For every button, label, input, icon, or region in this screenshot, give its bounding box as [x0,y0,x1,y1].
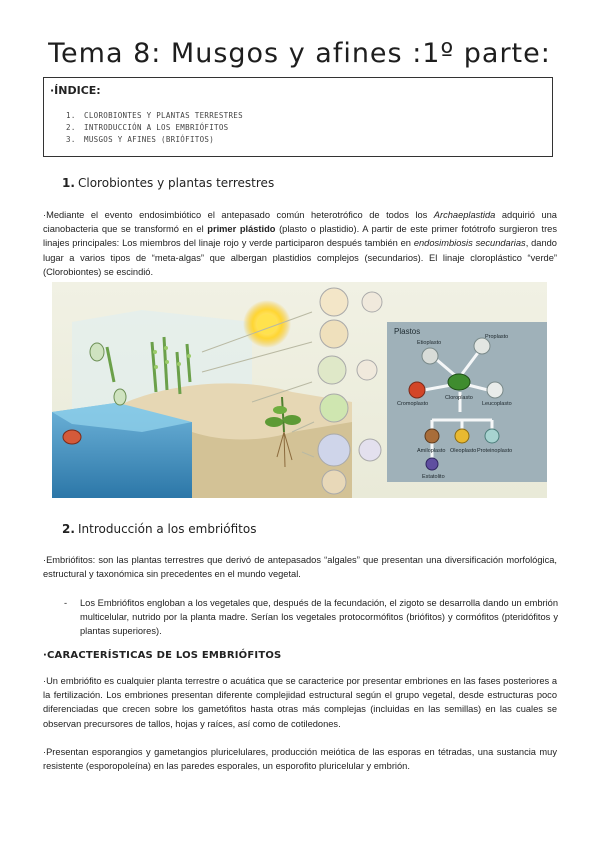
index-item: 2. INTRODUCCIÓN A LOS EMBRIÓFITOS [66,123,229,132]
panel-title: Plastos [394,327,421,336]
section-2-paragraph-2: ·Un embriófito es cualquier planta terrestre o acuática que se caracterice por presentar embriones en las fases posteriores a la fertilización. Los embriones presentan diferente complejidad estructural según el grupo vegetal, desde estructuras poco diferenciadas que crecen sobre los gametófitos hasta otras más complejas (incluidas en las semillas) en las cuales se observan precursores de tallos, hojas y raíces, así como de cotiledones. [43,676,557,729]
label-proteinoplasto: Proteinoplasto [477,448,513,454]
plastid-evolution-figure [52,282,547,498]
section-2-paragraph-1: ·Embriófitos: son las plantas terrestres que derivó de antepasados “algales” que presentan una diversificación morfológica, estructural y taxonómica sin precedentes en el mundo vegetal. [43,555,557,580]
index-box [43,77,553,157]
label-leucoplasto: Leucoplasto [482,401,512,407]
label-amiloplasto: Amiloplasto [417,448,446,454]
index-list [66,110,243,146]
label-cloroplasto: Cloroplasto [445,395,473,401]
index-item: 1. CLOROBIONTES Y PLANTAS TERRESTRES [66,111,243,120]
page-title: Tema 8: Musgos y afines :1º parte: [48,38,551,69]
characteristics-subheading: ·CARACTERÍSTICAS DE LOS EMBRIÓFITOS [43,650,282,661]
label-cromoplasto: Cromoplasto [397,401,429,407]
label-oleoplasto: Oleoplasto [450,448,477,454]
index-heading: ·ÍNDICE: [50,84,101,97]
section-2-paragraph-3: ·Presentan esporangios y gametangios pluricelulares, producción meiótica de las esporas en tétradas, una sustancia muy resistente (esporopoleína) en las paredes esporales, un esporofito pluricelular y embrión. [43,747,557,772]
section-2-bullet: - Los Embriófitos engloban a los vegetales que, después de la fecundación, el zigoto se desarrolla dando un embrión multicelular, nutrido por la planta madre. Serían los vegetales protocormófitos (briófitos) y cormófitos (pteridófitos y plantas superiores). [64,598,558,637]
section-1-heading: 1. Clorobiontes y plantas terrestres [62,176,275,190]
section-1-paragraph: ·Mediante el evento endosimbiótico el antepasado común heterotrófico de todos los Archaeplastida adquirió una cianobacteria que se transformó en el primer plástido (plasto o plastidio). A partir de este primer fotótrofo surgieron tres linajes principales: Los miembros del linaje rojo y verde participaron después también en endosimbiosis secundarias, dando lugar a varios tipos de “meta-algas” que albergan plastidios complejos (secundarios). El linaje cloroplástico “verde” (Clorobiontes) se escindió. [43,210,557,277]
section-2-heading: 2. Introducción a los embriófitos [62,522,257,536]
label-etioplasto: Etioplasto [417,340,442,346]
label-estatolito: Estatolito [422,474,445,480]
index-item: 3. MUSGOS Y AFINES (BRIÓFITOS) [66,135,215,144]
label-proplasto: Proplasto [485,334,509,340]
